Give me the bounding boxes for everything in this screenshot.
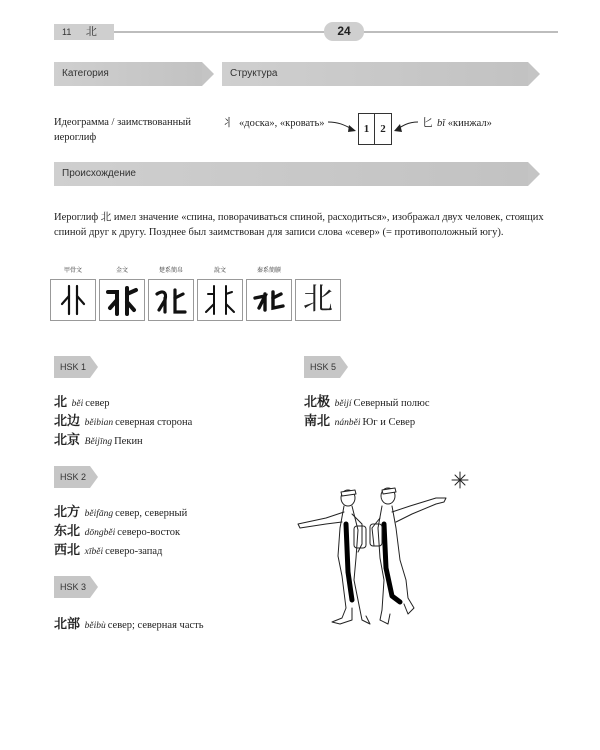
script-label: 說文 bbox=[213, 268, 226, 274]
script-label: 金文 bbox=[115, 268, 128, 274]
word-hanzi: 南北 bbox=[304, 414, 331, 429]
hsk1-word-list bbox=[54, 394, 192, 451]
word-pinyin: běibian bbox=[84, 418, 114, 428]
right-meaning: «кинжал» bbox=[447, 118, 492, 129]
hsk5-word-list bbox=[304, 394, 430, 432]
list-item bbox=[54, 616, 204, 635]
hsk1-badge: HSK 1 bbox=[54, 356, 90, 378]
script-oracle bbox=[50, 266, 96, 321]
qin-glyph bbox=[246, 279, 292, 321]
structure-cell-1: 1 bbox=[359, 114, 375, 144]
shuowen-glyph bbox=[197, 279, 243, 321]
word-translation: Юг и Север bbox=[362, 417, 416, 428]
word-translation: северная сторона bbox=[115, 417, 193, 428]
word-hanzi: 东北 bbox=[54, 524, 81, 539]
script-qin bbox=[246, 266, 292, 321]
structure-diagram bbox=[222, 108, 562, 152]
modern-glyph bbox=[295, 279, 341, 321]
list-item bbox=[54, 523, 187, 542]
entry-character: 北 bbox=[85, 26, 97, 38]
word-pinyin: xīběi bbox=[84, 547, 104, 557]
word-pinyin: běifāng bbox=[84, 509, 114, 519]
word-hanzi: 北极 bbox=[304, 395, 331, 410]
page-header bbox=[54, 24, 558, 40]
word-translation: север, северный bbox=[115, 508, 188, 519]
word-pinyin: běibù bbox=[84, 621, 106, 631]
word-hanzi: 北方 bbox=[54, 505, 81, 520]
oracle-bone-glyph bbox=[50, 279, 96, 321]
script-bronze bbox=[99, 266, 145, 321]
two-people-illustration bbox=[296, 468, 476, 638]
word-hanzi: 北部 bbox=[54, 617, 81, 632]
script-chu bbox=[148, 266, 194, 321]
structure-box bbox=[358, 113, 392, 145]
page-number: 24 bbox=[324, 22, 364, 41]
word-hanzi: 北边 bbox=[54, 414, 81, 429]
word-translation: Пекин bbox=[114, 436, 143, 447]
word-pinyin: běi bbox=[71, 399, 84, 409]
script-label: 楚系簡帛 bbox=[158, 268, 183, 274]
script-modern bbox=[295, 266, 341, 321]
hsk5-badge: HSK 5 bbox=[304, 356, 340, 378]
word-pinyin: nánběi bbox=[334, 418, 361, 428]
word-pinyin: dōngběi bbox=[84, 528, 116, 538]
list-item bbox=[54, 504, 187, 523]
list-item bbox=[54, 542, 187, 561]
script-forms bbox=[50, 266, 340, 326]
word-pinyin: běijí bbox=[334, 399, 352, 409]
list-item bbox=[304, 394, 430, 413]
word-pinyin: Běijīng bbox=[84, 437, 113, 447]
hsk2-word-list bbox=[54, 504, 187, 561]
script-shuowen bbox=[197, 266, 243, 321]
left-radical: 丬 bbox=[222, 117, 233, 129]
word-translation: Северный полюс bbox=[353, 398, 430, 409]
hsk2-badge: HSK 2 bbox=[54, 466, 90, 488]
section-category-heading: Категория bbox=[54, 62, 202, 86]
structure-cell-2: 2 bbox=[380, 123, 386, 135]
word-translation: северо-запад bbox=[105, 546, 163, 557]
section-origin-heading: Происхождение bbox=[54, 162, 528, 186]
modern-character: 北 bbox=[303, 282, 333, 317]
script-label: 甲骨文 bbox=[63, 268, 82, 274]
entry-number: 11 bbox=[62, 27, 72, 37]
hsk3-badge: HSK 3 bbox=[54, 576, 90, 598]
word-hanzi: 北京 bbox=[54, 433, 81, 448]
header-rule bbox=[54, 31, 558, 33]
hsk3-word-list bbox=[54, 616, 204, 635]
script-label: 秦系簡牘 bbox=[256, 268, 281, 274]
word-translation: северо-восток bbox=[117, 527, 181, 538]
word-translation: север; северная часть bbox=[107, 620, 204, 631]
left-meaning: «доска», «кровать» bbox=[239, 118, 325, 129]
list-item bbox=[54, 413, 192, 432]
structure-right-component bbox=[422, 114, 492, 130]
right-pinyin: bǐ bbox=[437, 118, 446, 129]
structure-arrows bbox=[222, 108, 562, 152]
list-item bbox=[54, 394, 192, 413]
word-hanzi: 北 bbox=[54, 395, 68, 410]
chu-glyph bbox=[148, 279, 194, 321]
right-radical: 匕 bbox=[422, 117, 433, 129]
list-item bbox=[304, 413, 430, 432]
entry-number-tab bbox=[54, 24, 114, 40]
word-hanzi: 西北 bbox=[54, 543, 81, 558]
section-structure-heading: Структура bbox=[222, 62, 528, 86]
script-label bbox=[295, 266, 341, 276]
list-item bbox=[54, 432, 192, 451]
category-text: Идеограмма / заимствованный иероглиф bbox=[54, 117, 191, 143]
word-translation: север bbox=[85, 398, 110, 409]
origin-text: Иероглиф 北 имел значение «спина, поворачиваться спиной, расходиться», изображал двух человек, стоящих спиной друг к другу. Позднее был заимствован для записи слова «север» (= противоположный югу). bbox=[54, 212, 544, 238]
bronze-glyph bbox=[99, 279, 145, 321]
